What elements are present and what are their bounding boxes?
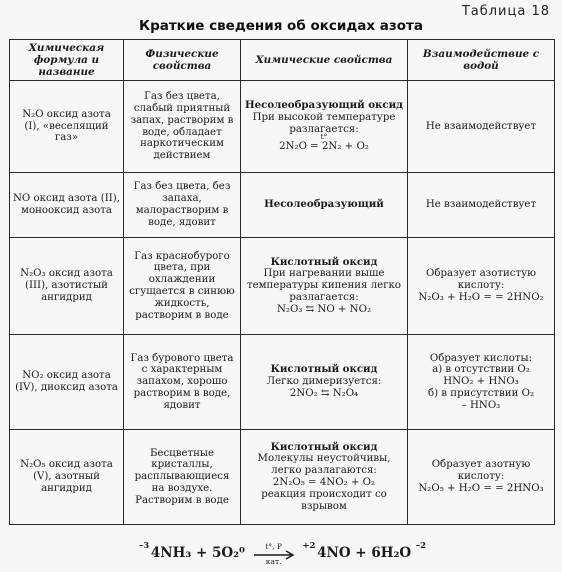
water-text: Образует азотистую кислоту:: [426, 268, 536, 292]
chem-text: При нагревании выше температуры кипения легко разлагается:: [246, 268, 402, 303]
water-equation: N₂O₅ + H₂O = = 2HNO₃: [418, 482, 544, 494]
cell-name: NO₂ оксид азота (IV), диоксид азота: [10, 335, 124, 430]
cell-water: [408, 238, 555, 335]
cell-name: N₂O₅ оксид азота (V), азотный ангидрид: [10, 430, 124, 525]
water-text: Образует кислоты:: [429, 352, 533, 364]
chem-title: Кислотный оксид: [270, 363, 378, 376]
water-case-b-equation: – HNO₃: [461, 399, 501, 411]
cell-water: Не взаимодействует: [408, 173, 555, 238]
table-row: [10, 335, 555, 430]
chem-equation: 2NO₂ ⇆ N₂O₄: [289, 387, 359, 399]
oxidation-state-o-right: –2: [415, 541, 427, 551]
column-header-formula: Химическая формула и название: [10, 40, 124, 81]
cell-physical: Газ без цвета, без запаха, малорастворим в воде, ядовит: [124, 173, 241, 238]
column-header-physical: Физические свойства: [124, 40, 241, 81]
chem-title: Несолеобразующий оксид: [245, 98, 403, 111]
column-header-chemical: Химические свойства: [241, 40, 408, 81]
cell-name: N₂O₃ оксид азота (III), азотистый ангидрид: [10, 238, 124, 335]
cell-physical: Газ бурового цвета с характерным запахом, хорошо растворим в воде, ядовит: [124, 335, 241, 430]
chem-equation: 2N₂O = 2N₂ + O₂: [279, 141, 369, 153]
water-case-b: б) в присутствии O₂: [427, 387, 535, 399]
chem-eq-annotation: t°: [320, 132, 328, 142]
chem-text: Легко димеризуется:: [266, 376, 382, 388]
cell-name: N₂O оксид азота (I), «веселящий газ»: [10, 81, 124, 173]
cell-water: [408, 430, 555, 525]
arrow-conditions: t°, P: [265, 541, 282, 551]
chem-tail: реакция происходит со взрывом: [261, 488, 387, 512]
formula-right: 4NO + 6H₂O: [317, 545, 412, 561]
cell-chemical: [241, 81, 408, 173]
reaction-arrow: [250, 539, 298, 569]
chem-text: Молекулы неустойчивы, легко разлагаются:: [257, 453, 391, 477]
cell-chemical: [241, 430, 408, 525]
formula-left: 4NH₃ + 5O₂⁰: [150, 545, 245, 561]
table-row: [10, 430, 555, 525]
table-row: [10, 81, 555, 173]
table-row: [10, 238, 555, 335]
cell-physical: Бесцветные кристаллы, расплывающиеся на воздухе. Растворим в воде: [124, 430, 241, 525]
table-number: Таблица 18: [461, 4, 550, 19]
arrow-catalyst: кат.: [265, 556, 282, 566]
chem-text: При высокой температуре разлагается:: [252, 111, 396, 135]
column-header-water: Взаимодействие с водой: [408, 40, 555, 81]
chem-title: Кислотный оксид: [270, 440, 378, 453]
cell-water: [408, 335, 555, 430]
chem-equation: N₂O₃ ⇆ NO + NO₂: [276, 303, 372, 315]
water-case-a-equation: HNO₂ + HNO₃: [443, 376, 519, 388]
cell-chemical: [241, 238, 408, 335]
oxides-table: [9, 39, 555, 525]
chem-title: Кислотный оксид: [270, 255, 378, 268]
reaction-formula: [0, 538, 562, 568]
cell-chemical: [241, 335, 408, 430]
water-case-a: а) в отсутствии O₂: [432, 364, 530, 376]
cell-water: Не взаимодействует: [408, 81, 555, 173]
water-equation: N₂O₃ + H₂O = = 2HNO₂: [418, 291, 544, 303]
chem-title: Несолеобразующий: [264, 198, 384, 211]
cell-name: NO оксид азота (II), монооксид азота: [10, 173, 124, 238]
page-title: Краткие сведения об оксидах азота: [139, 18, 423, 34]
cell-chemical: [241, 173, 408, 238]
chem-equation: 2N₂O₅ = 4NO₂ + O₂: [272, 477, 376, 488]
cell-physical: Газ краснобурого цвета, при охлаждении сгущается в синюю жидкость, растворим в воде: [124, 238, 241, 335]
oxidation-state-n-right: +2: [302, 541, 316, 551]
table-header-row: [10, 40, 555, 81]
table-row: [10, 173, 555, 238]
cell-physical: Газ без цвета, слабый приятный запах, растворим в воде, обладает наркотическим действием: [124, 81, 241, 173]
chem-equation-wrap: [244, 132, 404, 153]
water-text: Образует азотную кислоту:: [431, 459, 531, 483]
oxidation-state-n-left: –3: [138, 541, 150, 551]
